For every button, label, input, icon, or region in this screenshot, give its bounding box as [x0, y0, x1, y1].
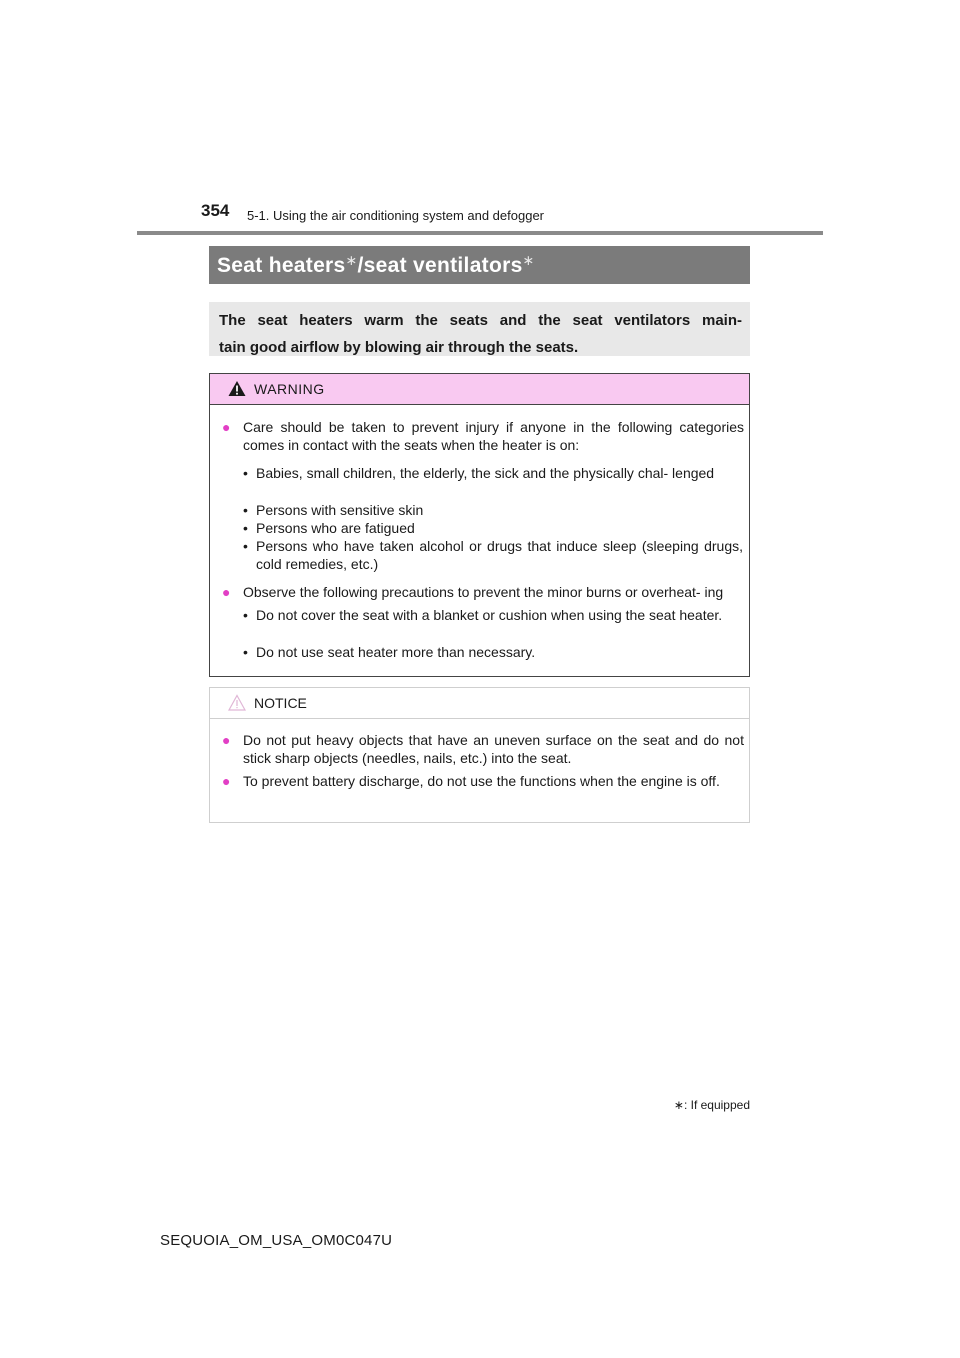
document-code: SEQUOIA_OM_USA_OM0C047U: [160, 1232, 393, 1249]
warning-sub-item: • Babies, small children, the elderly, the sick and the physically chal- lenged: [243, 465, 715, 481]
heading-asterisk-1: ∗: [345, 252, 358, 268]
heading-asterisk-2: ∗: [522, 252, 535, 268]
notice-triangle-icon: [228, 694, 246, 711]
warning-title: WARNING: [254, 381, 325, 397]
notice-title: NOTICE: [254, 695, 307, 711]
warning-item-2-text: Observe the following precautions to prevent the minor burns or overheat- ing: [243, 584, 724, 600]
notice-item-2: ● To prevent battery discharge, do not use the functions when the engine is off.: [222, 773, 720, 789]
warning-triangle-icon: [228, 380, 246, 397]
warning-header: [210, 374, 749, 405]
page-number: 354: [201, 201, 230, 220]
warning-box: [209, 373, 750, 677]
notice-box: [209, 687, 750, 823]
heading-part-2: /seat ventilators: [357, 254, 523, 277]
notice-item-1: ● Do not put heavy objects that have an uneven surface on the seat and do not stick sharp objects (needles, nails, etc.) into the seat.: [222, 732, 744, 766]
intro-box: [209, 302, 750, 356]
footnote-text: : If equipped: [683, 1098, 750, 1112]
warning-sub-item: • Persons who are fatigued: [243, 520, 415, 536]
header-divider: [137, 231, 823, 235]
intro-line-1: The seat heaters warm the seats and the seat ventilators main-: [219, 312, 742, 329]
heading-part-1: Seat heaters: [217, 254, 346, 277]
bullet-icon: ●: [222, 732, 231, 748]
footnote: [640, 1098, 750, 1112]
warning-sub-item: • Do not use seat heater more than necessary.: [243, 644, 536, 660]
warning-sub-item: • Do not cover the seat with a blanket or cushion when using the seat heater.: [243, 607, 723, 623]
footnote-asterisk: ∗: [673, 1098, 684, 1112]
page-heading: [209, 246, 750, 284]
bullet-icon: ●: [222, 419, 231, 435]
bullet-icon: ●: [222, 584, 231, 600]
bullet-icon: ●: [222, 773, 231, 789]
warning-item-1-text: Care should be taken to prevent injury if anyone in the following categories comes in contact with the seats when the heater is on:: [243, 419, 744, 453]
warning-item-1: [222, 418, 744, 454]
section-title: 5-1. Using the air conditioning system and defogger: [247, 208, 545, 223]
warning-item-2: [222, 583, 744, 601]
warning-sub-item: • Persons who have taken alcohol or drugs that induce sleep (sleeping drugs, cold remedies, etc.): [243, 538, 743, 572]
warning-sub-item: • Persons with sensitive skin: [243, 502, 424, 518]
notice-header: [210, 688, 749, 719]
intro-line-2: tain good airflow by blowing air through the seats.: [219, 339, 579, 356]
